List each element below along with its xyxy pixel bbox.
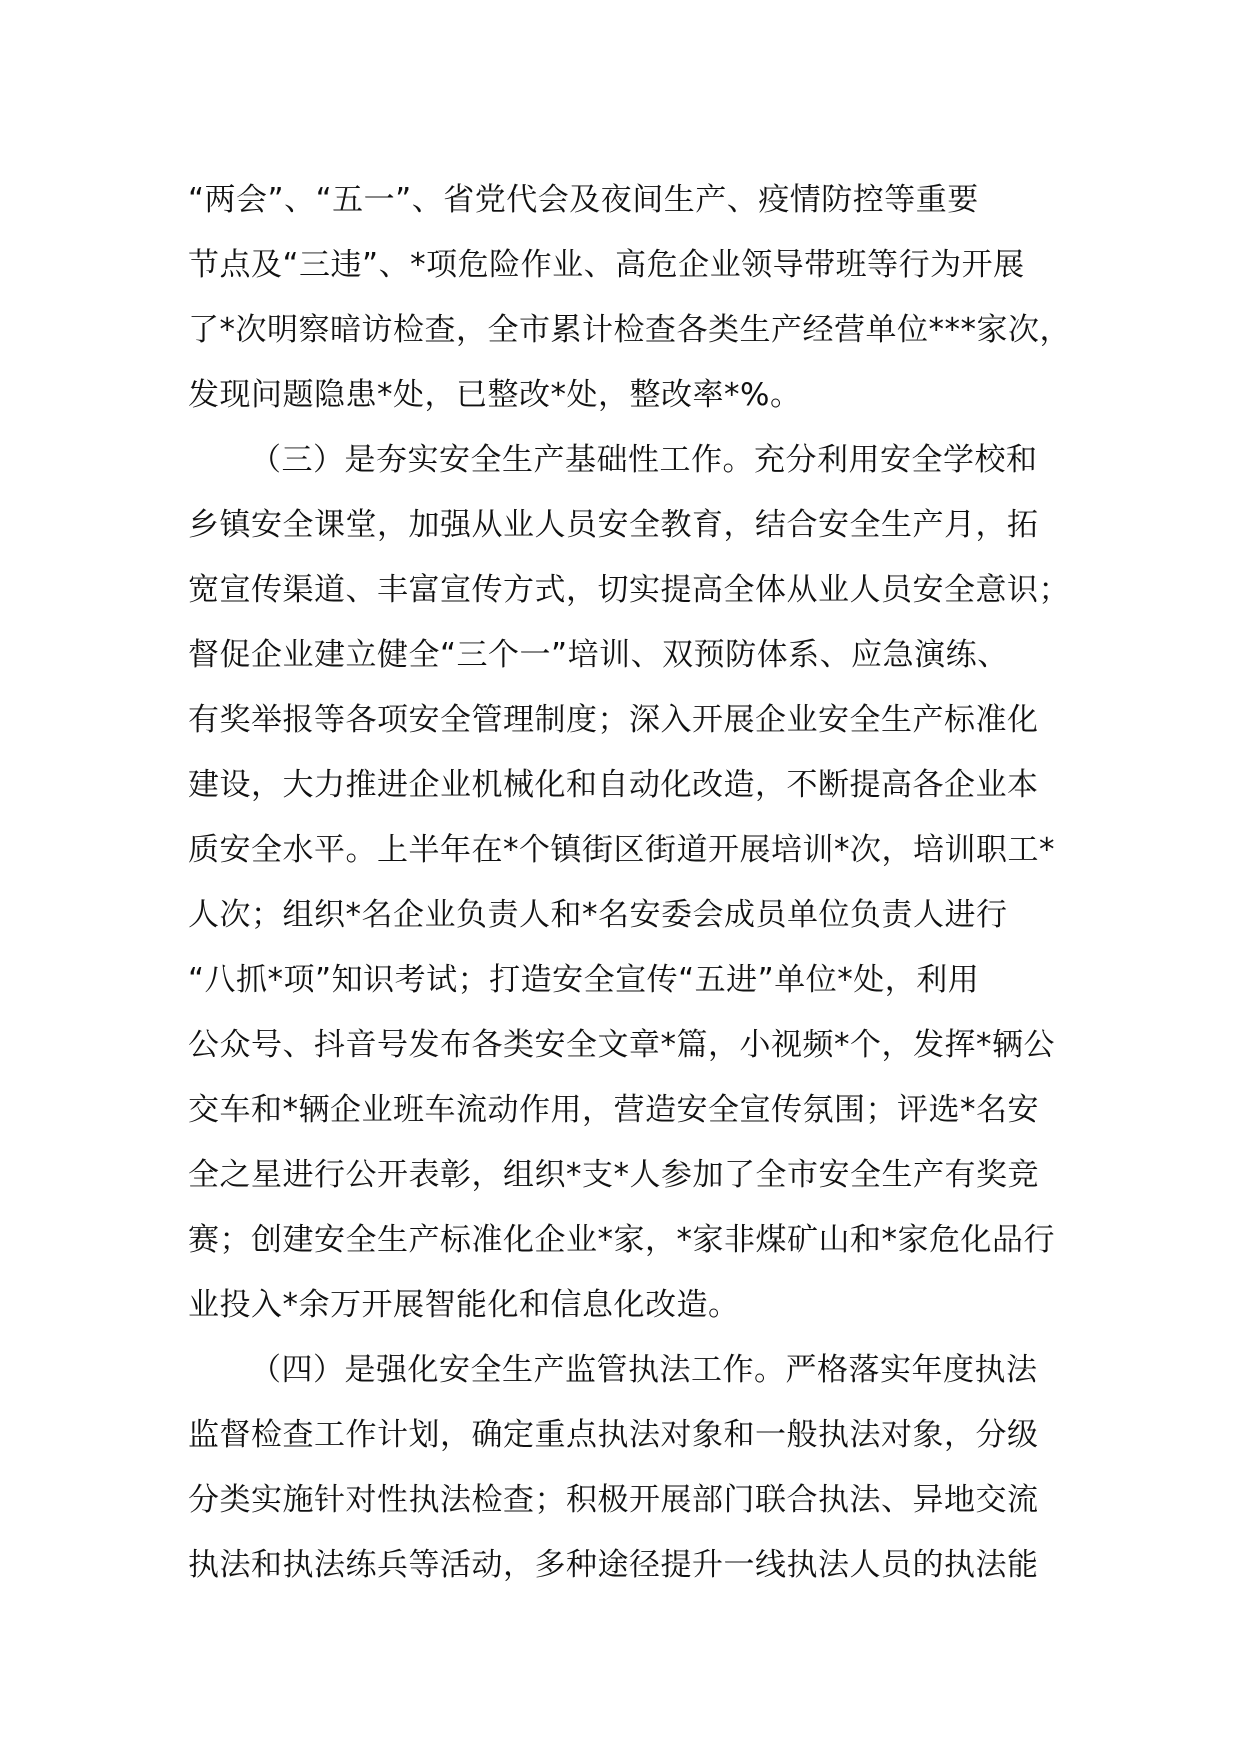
text-line: “两会”、“五一”、省党代会及夜间生产、疫情防控等重要: [188, 182, 979, 218]
text-line: 质安全水平。上半年在*个镇街区街道开展培训*次，培训职工*: [188, 832, 1055, 868]
document-body: [188, 168, 1071, 1598]
text-line: 发现问题隐患*处，已整改*处，整改率*%。: [188, 377, 802, 413]
text-line: 监督检查工作计划，确定重点执法对象和一般执法对象，分级: [188, 1417, 1039, 1453]
text-line: 分类实施针对性执法检查；积极开展部门联合执法、异地交流: [188, 1482, 1039, 1518]
text-line: 乡镇安全课堂，加强从业人员安全教育，结合安全生产月，拓: [188, 507, 1039, 543]
text-line: 有奖举报等各项安全管理制度；深入开展企业安全生产标准化: [188, 702, 1039, 738]
section-3-heading-line: （三）是夯实安全生产基础性工作。充分利用安全学校和: [250, 442, 1038, 478]
text-line: 公众号、抖音号发布各类安全文章*篇，小视频*个，发挥*辆公: [188, 1027, 1055, 1063]
text-line: 交车和*辆企业班车流动作用，营造安全宣传氛围；评选*名安: [188, 1092, 1039, 1128]
text-line: 全之星进行公开表彰，组织*支*人参加了全市安全生产有奖竞: [188, 1157, 1039, 1193]
text-line: 业投入*余万开展智能化和信息化改造。: [188, 1287, 740, 1323]
text-line: 节点及“三违”、*项危险作业、高危企业领导带班等行为开展: [188, 247, 1025, 283]
text-line: 人次；组织*名企业负责人和*名安委会成员单位负责人进行: [188, 897, 1008, 933]
section-4-heading-line: （四）是强化安全生产监管执法工作。严格落实年度执法: [250, 1352, 1038, 1388]
text-line: 督促企业建立健全“三个一”培训、双预防体系、应急演练、: [188, 637, 1009, 673]
text-line: 建设，大力推进企业机械化和自动化改造，不断提高各企业本: [188, 767, 1039, 803]
text-line: 了*次明察暗访检查，全市累计检查各类生产经营单位***家次，: [188, 312, 1071, 348]
text-line: 宽宣传渠道、丰富宣传方式，切实提高全体从业人员安全意识；: [188, 572, 1070, 608]
text-line: “八抓*项”知识考试；打造安全宣传“五进”单位*处，利用: [188, 962, 980, 998]
text-line: 执法和执法练兵等活动，多种途径提升一线执法人员的执法能: [188, 1547, 1039, 1583]
text-line: 赛；创建安全生产标准化企业*家，*家非煤矿山和*家危化品行: [188, 1222, 1055, 1258]
